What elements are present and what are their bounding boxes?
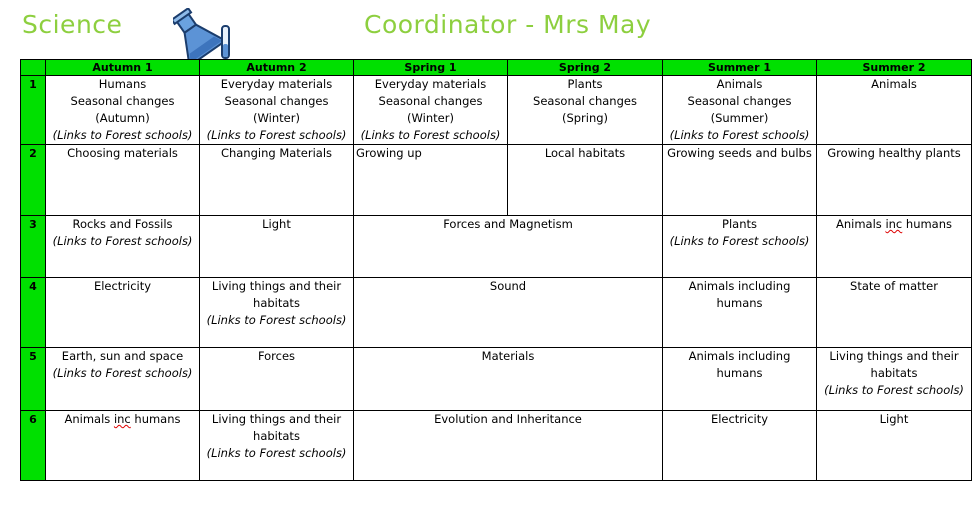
cell-text: habitats <box>870 366 918 380</box>
cell-text: (Links to Forest schools) <box>669 128 810 142</box>
cell-text: (Links to Forest schools) <box>206 128 347 142</box>
cell-text: Animals inc humans <box>64 412 181 426</box>
cell-text: Animals <box>716 77 763 91</box>
cell-text: habitats <box>253 429 300 443</box>
table-row <box>21 411 972 481</box>
topic-cell <box>200 411 354 481</box>
cell-text: Sound <box>489 279 527 293</box>
cell-text: Growing healthy plants <box>827 146 961 160</box>
topic-cell <box>354 145 508 216</box>
cell-text: Forces <box>257 349 296 363</box>
table-row <box>21 216 972 278</box>
topic-cell <box>354 76 508 145</box>
topic-cell <box>663 411 817 481</box>
cell-text: Electricity <box>710 412 769 426</box>
cell-text: Plants <box>722 217 757 231</box>
page-title: Science <box>22 10 123 39</box>
cell-text: (Winter) <box>253 111 300 125</box>
cell-text: Local habitats <box>544 146 626 160</box>
topic-cell <box>354 216 663 278</box>
cell-text: (Links to Forest schools) <box>52 234 193 248</box>
cell-text: (Winter) <box>407 111 454 125</box>
cell-text: Plants <box>567 77 603 91</box>
cell-text: (Links to Forest schools) <box>52 128 193 142</box>
cell-text: (Links to Forest schools) <box>52 366 193 380</box>
topic-cell <box>817 278 972 348</box>
table-row <box>21 145 972 216</box>
topic-cell <box>663 76 817 145</box>
cell-text: Seasonal changes <box>224 94 329 108</box>
cell-text: Animals including <box>688 349 791 363</box>
topic-cell <box>663 348 817 411</box>
cell-text: Light <box>262 217 291 231</box>
column-header: Summer 1 <box>663 60 817 76</box>
cell-text: Rocks and Fossils <box>72 217 173 231</box>
topic-cell <box>508 145 663 216</box>
cell-text: Light <box>879 412 909 426</box>
topic-cell <box>354 348 663 411</box>
cell-text: Seasonal changes <box>533 94 637 108</box>
corner-cell <box>21 60 46 76</box>
column-header: Summer 2 <box>817 60 972 76</box>
flask-icon <box>173 8 235 60</box>
cell-text: Materials <box>481 349 535 363</box>
science-curriculum-table <box>20 59 972 481</box>
cell-text: Seasonal changes <box>70 94 175 108</box>
cell-text: (Autumn) <box>95 111 150 125</box>
topic-cell <box>817 216 972 278</box>
topic-cell <box>817 411 972 481</box>
cell-text: Evolution and Inheritance <box>434 412 582 426</box>
cell-text: humans <box>716 366 763 380</box>
row-number: 6 <box>21 411 46 481</box>
table-row <box>21 76 972 145</box>
topic-cell <box>354 278 663 348</box>
row-number: 4 <box>21 278 46 348</box>
cell-text: Living things and their <box>211 412 342 426</box>
topic-cell <box>200 216 354 278</box>
cell-text: Choosing materials <box>67 146 178 160</box>
topic-cell <box>817 348 972 411</box>
topic-cell <box>46 216 200 278</box>
column-header: Spring 1 <box>354 60 508 76</box>
cell-text: Growing seeds and bulbs <box>667 146 812 160</box>
topic-cell <box>663 216 817 278</box>
cell-text: (Links to Forest schools) <box>824 383 964 397</box>
topic-cell <box>46 411 200 481</box>
column-header: Autumn 1 <box>46 60 200 76</box>
topic-cell <box>46 348 200 411</box>
cell-text: Humans <box>98 77 147 91</box>
cell-text: Everyday materials <box>220 77 333 91</box>
row-number: 1 <box>21 76 46 145</box>
cell-text: habitats <box>253 296 300 310</box>
topic-cell <box>46 278 200 348</box>
topic-cell <box>817 76 972 145</box>
cell-text: Living things and their <box>211 279 342 293</box>
row-number: 2 <box>21 145 46 216</box>
cell-text: (Links to Forest schools) <box>669 234 810 248</box>
cell-text: (Links to Forest schools) <box>206 446 347 460</box>
topic-cell <box>817 145 972 216</box>
topic-cell <box>200 348 354 411</box>
column-header: Autumn 2 <box>200 60 354 76</box>
topic-cell <box>46 76 200 145</box>
cell-text: Animals including <box>688 279 791 293</box>
cell-text: Growing up <box>356 146 422 160</box>
topic-cell <box>508 76 663 145</box>
row-number: 5 <box>21 348 46 411</box>
cell-text: (Links to Forest schools) <box>360 128 501 142</box>
cell-text: Earth, sun and space <box>61 349 184 363</box>
coordinator-title: Coordinator - Mrs May <box>364 10 652 39</box>
cell-text: (Spring) <box>561 111 609 125</box>
cell-text: Everyday materials <box>374 77 487 91</box>
cell-text: Animals <box>871 77 917 91</box>
cell-text: State of matter <box>850 279 938 293</box>
cell-text: Living things and their <box>829 349 959 363</box>
header-row <box>21 60 972 76</box>
topic-cell <box>663 278 817 348</box>
row-number: 3 <box>21 216 46 278</box>
cell-text: humans <box>716 296 763 310</box>
table-row <box>21 278 972 348</box>
topic-cell <box>663 145 817 216</box>
cell-text: Seasonal changes <box>687 94 792 108</box>
cell-text: Electricity <box>93 279 152 293</box>
column-header: Spring 2 <box>508 60 663 76</box>
topic-cell <box>200 145 354 216</box>
table-row <box>21 348 972 411</box>
cell-text: Changing Materials <box>220 146 333 160</box>
topic-cell <box>200 278 354 348</box>
cell-text: Animals inc humans <box>835 217 953 231</box>
cell-text: Seasonal changes <box>378 94 483 108</box>
cell-text: (Summer) <box>710 111 769 125</box>
cell-text: (Links to Forest schools) <box>206 313 347 327</box>
cell-text: Forces and Magnetism <box>443 217 573 231</box>
topic-cell <box>46 145 200 216</box>
topic-cell <box>200 76 354 145</box>
topic-cell <box>354 411 663 481</box>
